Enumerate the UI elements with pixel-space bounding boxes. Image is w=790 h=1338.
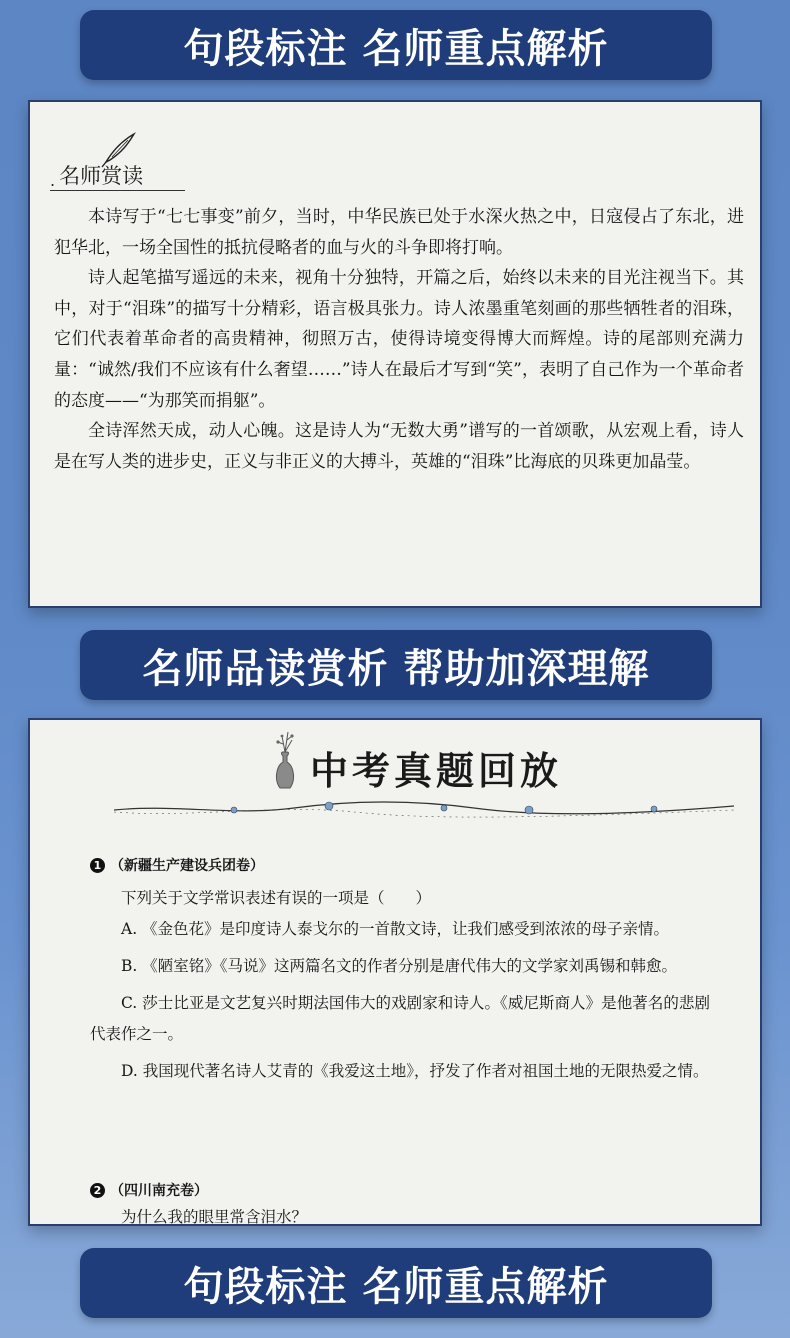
question-2 xyxy=(90,1180,710,1226)
middle-banner-text: 名师品读赏析 帮助加深理解 xyxy=(142,645,650,692)
paragraph: 本诗写于“七七事变”前夕，当时，中华民族已处于水深火热之中，日寇侵占了东北，进犯华北，一场全国性的抵抗侵略者的血与火的斗争即将打响。 xyxy=(54,207,744,258)
heading-underline xyxy=(50,190,185,191)
top-banner-text: 句段标注 名师重点解析 xyxy=(183,25,609,72)
question-number: 2 xyxy=(90,1183,105,1198)
paragraph: 诗人起笔描写遥远的未来，视角十分独特，开篇之后，始终以未来的目光注视当下。其中，对于“泪珠”的描写十分精彩，语言极具张力。诗人浓墨重笔刻画的那些牺牲者的泪珠，它们代表着革命者的高贵精神，彻照万古，使得诗境变得博大而辉煌。诗的尾部则充满力量：“诚然/我们不应该有什么奢望……”诗人在最后才写到“笑”，表明了自己作为一个革命者的态度——“为那笑而捐躯”。 xyxy=(54,268,744,411)
paragraph: 全诗浑然天成，动人心魄。这是诗人为“无数大勇”谱写的一首颂歌，从宏观上看，诗人是在写人类的进步史，正义与非正义的大搏斗，英雄的“泪珠”比海底的贝珠更加晶莹。 xyxy=(54,421,744,472)
question-number: 1 xyxy=(90,858,105,873)
top-banner xyxy=(80,10,712,80)
question-stem: 下列关于文学常识表述有误的一项是（ ） xyxy=(121,889,432,907)
section-heading xyxy=(50,160,143,190)
option-d: D. 我国现代著名诗人艾青的《我爱这土地》，抒发了作者对祖国土地的无限热爱之情。 xyxy=(121,1062,709,1080)
bleed-through-text xyxy=(100,112,184,132)
bottom-banner xyxy=(80,1248,712,1318)
question-source: （新疆生产建设兵团卷） xyxy=(110,858,264,874)
appreciation-body xyxy=(54,202,744,477)
exam-title: 中考真题回放 xyxy=(310,748,563,793)
question-label xyxy=(90,855,710,875)
appreciation-page xyxy=(28,100,762,608)
vase-icon xyxy=(268,730,302,790)
question-1 xyxy=(90,855,710,1087)
option-b: B. 《陋室铭》《马说》这两篇名文的作者分别是唐代伟大的文学家刘禹锡和韩愈。 xyxy=(121,957,677,975)
vine-divider-icon xyxy=(114,790,734,820)
question-stem: 为什么我的眼里常含泪水？ xyxy=(121,1208,308,1226)
section-title: 名师赏读 xyxy=(59,164,144,188)
option-c: C. 莎士比亚是文艺复兴时期法国伟大的戏剧家和诗人。《威尼斯商人》是他著名的悲剧代表作之一。 xyxy=(90,994,710,1043)
heading-dot: . xyxy=(50,171,56,190)
bottom-banner-text: 句段标注 名师重点解析 xyxy=(183,1263,609,1310)
exam-page xyxy=(28,718,762,1226)
question-label xyxy=(90,1180,710,1200)
question-source: （四川南充卷） xyxy=(110,1183,208,1199)
option-a: A. 《金色花》是印度诗人泰戈尔的一首散文诗，让我们感受到浓浓的母子亲情。 xyxy=(121,920,670,938)
middle-banner xyxy=(80,630,712,700)
